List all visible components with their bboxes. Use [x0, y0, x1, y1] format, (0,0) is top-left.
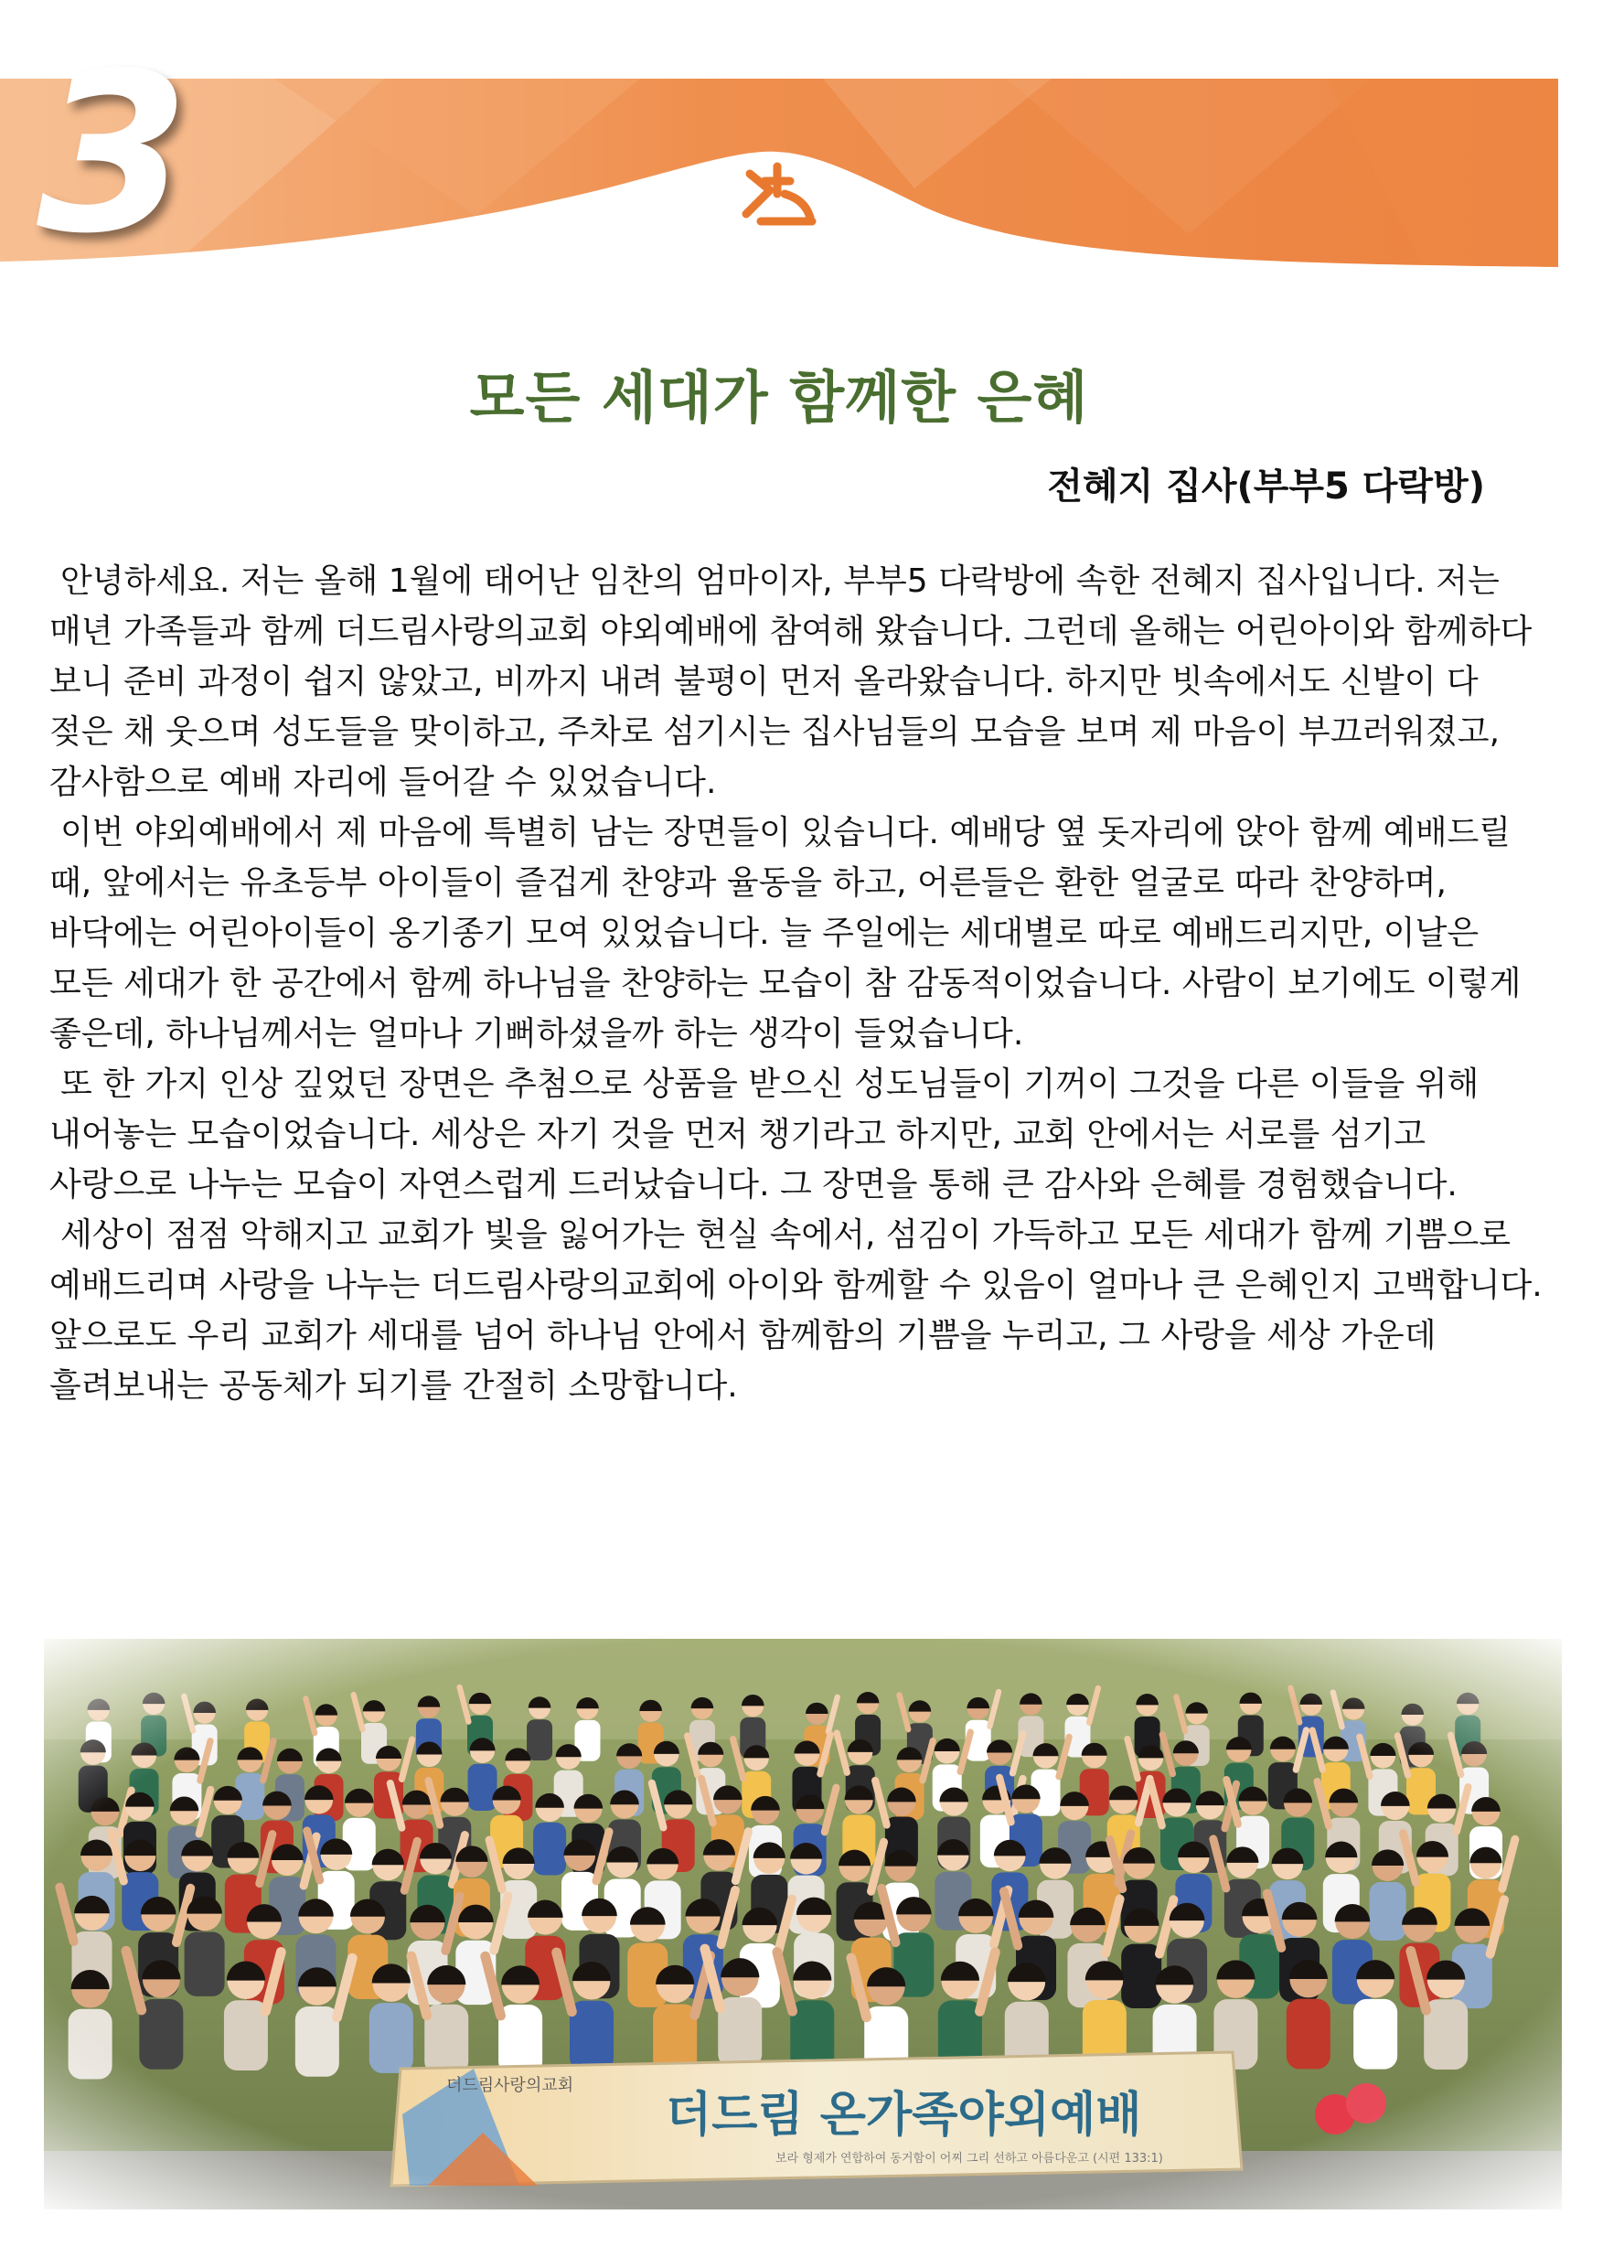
section-number: 3	[37, 26, 186, 282]
paragraph-3: 또 한 가지 인상 깊었던 장면은 추첨으로 상품을 받으신 성도님들이 기꺼이 그것을 다른 이들을 위해 내어놓는 모습이었습니다. 세상은 자기 것을 먼저 챙기라고 하지만, 교회 안에서는 서로를 섬기고 사랑으로 나누는 모습이 자연스럽게 드러났습니다. 그 장면을 통해 큰 감사와 은혜를 경험했습니다.	[49, 1065, 1480, 1204]
paragraph-1: 안녕하세요. 저는 올해 1월에 태어난 임찬의 엄마이자, 부부5 다락방에 속한 전혜지 집사입니다. 저는 매년 가족들과 함께 더드림사랑의교회 야외예배에 참여해 왔습니다. 그런데 올해는 어린아이와 함께하다 보니 준비 과정이 쉽지 않았고, 비까지 내려 불평이 먼저 올라왔습니다. 하지만 빗속에서도 신발이 다 젖은 채 웃으며 성도들을 맞이하고, 주차로 섬기시는 집사님들의 모습을 보며 제 마음이 부끄러워졌고, 감사함으로 예배 자리에 들어갈 수 있었습니다.	[49, 562, 1533, 801]
author-byline: 전혜지 집사(부부5 다락방)	[1047, 465, 1485, 508]
group-photo	[44, 1639, 1562, 2209]
group-photo-illustration	[44, 1639, 1562, 2209]
paragraph-2: 이번 야외예배에서 제 마음에 특별히 남는 장면들이 있습니다. 예배당 옆 돗자리에 앉아 함께 예배드릴 때, 앞에서는 유초등부 아이들이 즐겁게 찬양과 율동을 하고, 어른들은 환한 얼굴로 따라 찬양하며, 바닥에는 어린아이들이 옹기종기 모여 있었습니다. 늘 주일에는 세대별로 따로 예배드리지만, 이날은 모든 세대가 한 공간에서 함께 하나님을 찬양하는 모습이 참 감동적이었습니다. 사람이 보기에도 이렇게 좋은데, 하나님께서는 얼마나 기뻐하셨을까 하는 생각이 들었습니다.	[49, 814, 1522, 1053]
church-logo-icon	[733, 157, 821, 230]
page-title: 모든 세대가 함께한 은혜	[469, 363, 1089, 431]
article-body	[49, 556, 1549, 1411]
paragraph-4: 세상이 점점 악해지고 교회가 빛을 잃어가는 현실 속에서, 섬김이 가득하고 모든 세대가 함께 기쁨으로 예배드리며 사랑을 나누는 더드림사랑의교회에 아이와 함께할 수 있음이 얼마나 큰 은혜인지 고백합니다. 앞으로도 우리 교회가 세대를 넘어 하나님 안에서 함께함의 기쁨을 누리고, 그 사랑을 세상 가운데 흘려보내는 공동체가 되기를 간절히 소망합니다.	[49, 1216, 1543, 1405]
